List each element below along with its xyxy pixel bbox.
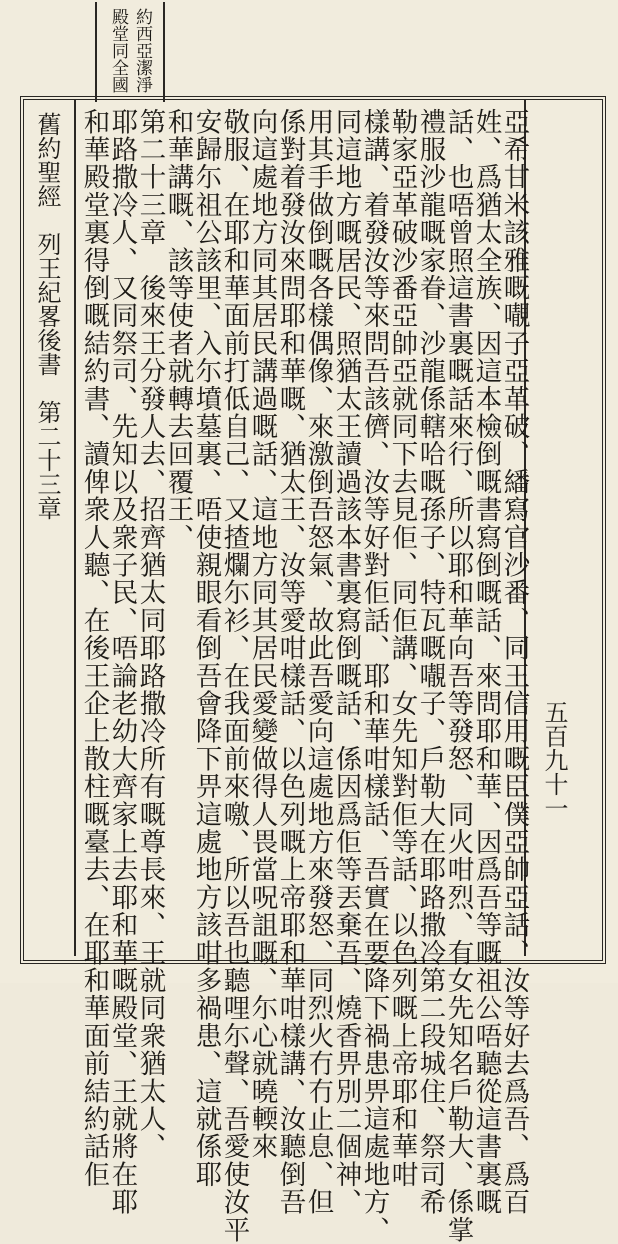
text-column: 向這處地方同其居民講過嘅話、這地方同其居民愛變做得人畏當呪詛嘅、尓心就曉輭來 bbox=[246, 108, 278, 1161]
text-column: 禮服沙龍嘅家眷、沙龍係轄哈嘅孫子、特瓦嘅𡃁子、戶勒大在耶路撒冷第二段城住、祭司希 bbox=[414, 108, 446, 1216]
text-column: 係對着發汝來問耶和華嘅、猶太王、汝等愛咁樣話、以色列嘅上帝耶和華咁樣講、汝聽倒吾 bbox=[274, 108, 306, 1216]
text-column: 姓、爲猶太全族、因這本檢倒嘅書寫倒嘅話、來問耶和華、因爲吾等嘅祖公唔聽從這書裏嘅 bbox=[470, 108, 502, 1216]
chapter-summary-box bbox=[95, 2, 165, 102]
text-column: 敬服、在耶和華面前打低自己、又揸爛尓衫、在我面前來噭、所以吾也聽哩尓聲、吾愛使汝平 bbox=[218, 108, 250, 1244]
text-column: 樣講、着發汝等來問吾該儕、汝等好對佢話、耶和華咁樣話、吾實在要降下禍患畀這處地方、 bbox=[358, 108, 390, 1244]
text-column: 亞希甘米該雅嘅𡃁子亞革破、繙寫官沙番、同王信用嘅臣僕亞帥亞話、汝等好去爲吾、爲百 bbox=[498, 108, 530, 1216]
text-column: 話、也唔曾照這書裏嘅話來行、所以耶和華向吾等發怒、同火咁烈、有女先知名戶勒大、係掌 bbox=[442, 108, 474, 1244]
summary-line-2: 殿堂同全國 bbox=[108, 8, 128, 93]
header-divider bbox=[74, 100, 76, 956]
page-number: 五百九十一 bbox=[540, 700, 568, 820]
chapter-heading-column: 第二十三章 後來王分發人去、招齊猶太同耶路撒冷所有嘅尊長來、王就同衆猶太人、 bbox=[134, 108, 166, 1161]
text-column: 和華殿堂裏得倒嘅結約書、讀俾衆人聽、在後王企上散柱嘅臺去、在耶和華面前結約話佢 bbox=[78, 108, 110, 1189]
text-column: 安歸尓祖公該里、入尓墳墓裏、唔使親眼看倒吾會降下畀這處地方該咁多禍患、這就係耶 bbox=[190, 108, 222, 1189]
text-column: 勒家亞革破沙番亞帥亞就同下去見佢、同佢講、女先知對佢等話、以色列嘅上帝耶和華咁 bbox=[386, 108, 418, 1189]
text-column: 同這地方嘅居民、照猶太王讀過該本書裏寫倒嘅話、係因爲佢等丟棄吾、燒香畀別二個神、 bbox=[330, 108, 362, 1216]
running-header: 舊約聖經 列王紀畧後書 第二十三章 bbox=[33, 112, 61, 520]
text-column: 耶路撒冷人、又同祭司、先知以及衆子民、唔論老幼大齊家上去耶和華嘅殿堂、王就將在耶 bbox=[106, 108, 138, 1216]
summary-line-1: 約西亞潔淨 bbox=[132, 8, 152, 93]
text-column: 和華講嘅、該等使者就轉去回覆王、 bbox=[162, 108, 194, 552]
text-column: 用其手做倒嘅各樣偶像、來激倒吾怒氣、故此吾愛向這處地方來發怒、同烈火冇冇止息、但 bbox=[302, 108, 334, 1216]
